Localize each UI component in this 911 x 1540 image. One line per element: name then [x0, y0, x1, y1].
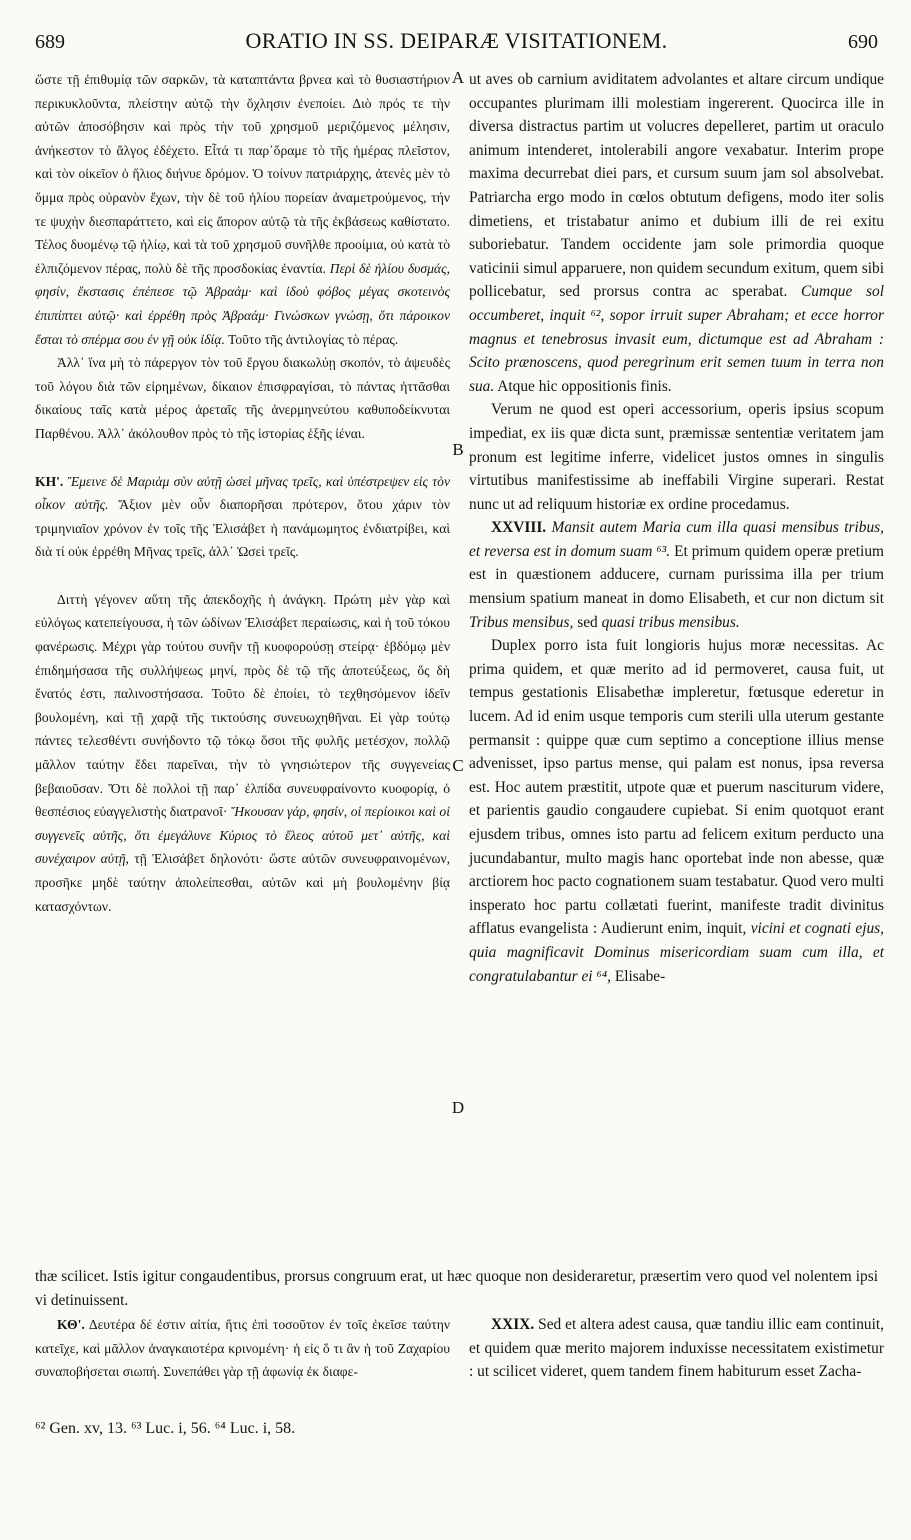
latin-paragraph-4 — [469, 634, 884, 988]
footnotes: ⁶² Gen. xv, 13. ⁶³ Luc. i, 56. ⁶⁴ Luc. i, 58. — [35, 1420, 296, 1437]
latin-text: ut aves ob carnium aviditatem advolantes et altare circum undique occupantes plurimam illi molestiam ingererent. Quocirca ille in diversa distractus partim ut volucres depelleret, partim ut oraculo animum intenderet, intolerabili angore vexabatur. Interim prope maxima decurrebat diei pars, et cursum suum jam sol absolvebat. Patriarcha ergo modo in cœlos obtutum defigens, modo iter solis dimetiens, et tristabatur animo et dubium illi de rei exitu suboriebatur. Tandem occidente jam sole primordia quoque vaticinii simul apparuere, non quidem secundum exitum, quem sibi pollicebatur, sed prorsus contra ac sperabat. — [469, 71, 884, 301]
greek-column — [35, 68, 450, 918]
latin-column — [469, 68, 884, 988]
page-number-left: 689 — [35, 31, 65, 53]
margin-marker-c: C — [452, 756, 464, 775]
latin-text: Elisabe- — [614, 967, 666, 985]
greek-quote: Ἤκουσαν γάρ, φησίν, οἱ περίοικοι καὶ οἱ συγγενεῖς αὐτῆς, ὅτι ἐμεγάλυνε Κύριος τὸ ἔλεος αὐτοῦ μετ᾿ αὐτῆς, καὶ συνέχαιρον αὐτῇ, — [35, 804, 450, 867]
latin-text: Sed et altera adest causa, quæ tandiu illic eam continuit, et quidem quæ merito majorem induxisse necessitatem existimetur : ut scilicet videret, quem tandem finem habiturum esset Zacha- — [469, 1316, 884, 1381]
section-number: ΚΘ'. — [57, 1317, 85, 1332]
latin-emphasis: Tribus mensibus, — [469, 613, 574, 631]
greek-text: Δευτέρα δέ ἐστιν αἰτία, ἥτις ἐπὶ τοσοῦτον ἐν τοῖς ἐκεῖσε ταύτην κατεῖχε, καὶ μᾶλλον ἀναγκαιοτέρα κρινομένη· ἡ εἰς ὅ τι ἂν ἡ τοῦ Ζαχαρίου συναποβήσεται σιωπή. Συνεπάθει γὰρ τῇ ἀφωνίᾳ ἐκ διαφε- — [35, 1317, 450, 1380]
greek-text: Διττὴ γέγονεν αὕτη τῆς ἀπεκδοχῆς ἡ ἀνάγκη. Πρώτη μὲν γὰρ καὶ εὐλόγως κατεπείγουσα, ἡ τῶν ὠδίνων Ἐλισάβετ περαίωσις, καὶ ἡ τοῦ τόκου φανέρωσις. Μέχρι γὰρ τούτου συνῆν τῇ κυοφορούσῃ στείρᾳ· ἑβδόμῳ μὲν ἐπιδημήσασα τῆς συλλήψεως μηνί, πρὸς δὲ τῷ τῆς ἀποτεύξεως, ὅς δὴ ἔνατός ἐστι, παλινοστήσασα. Τοῦτο δὲ ἐποίει, τὸ τεχθησόμενον ἰδεῖν βουλομένη, καὶ τῇ χαρᾷ τῆς τικτούσης συνευωχηθῆναι. Εἰ γὰρ τούτῳ πάντες τελεσθέντι συνήδοντο τῷ τόκῳ ὅσοι τῆς φυλῆς μετέσχον, πολλῷ μᾶλλον ταύτην ἔδει παρεῖναι, τὴν τὸ γνησιώτερον τῆς συγγενείας βεβαιοῦσαν. Ὅτι δὲ πολλοὶ τῇ παρ᾿ ἐλπίδα συνευφραίνοντο κυοφορίᾳ, ὁ θεσπέσιος εὐαγγελιστὴς διατρανοῖ· — [35, 591, 450, 820]
greek-section-28 — [35, 470, 450, 564]
section-number: XXIX. — [491, 1316, 535, 1333]
latin-section-28 — [469, 516, 884, 634]
greek-text: Τοῦτο τῆς ἀντιλογίας τὸ πέρας. — [228, 331, 399, 347]
margin-marker-d: D — [451, 1098, 465, 1117]
greek-text: τῇ Ἐλισάβετ δηλονότι· ὥστε αὐτῶν συνευφραινομένων, προσῆκε μηδὲ ταύτην ἀπολείπεσθαι, αὐτῶν καὶ μὴ βουλομένην βίᾳ κατασχόντων. — [35, 851, 450, 914]
running-title: ORATIO IN SS. DEIPARÆ VISITATIONEM. — [245, 28, 668, 53]
greek-paragraph-4 — [35, 588, 450, 918]
greek-section-29 — [35, 1313, 450, 1384]
scripture-lemma: Ἔμεινε δὲ Μαριὰμ σὺν αὐτῇ ὡσεὶ μῆνας τρεῖς, καὶ ὑπέστρεψεν εἰς τὸν οἶκον αὐτῆς. — [35, 473, 450, 513]
scripture-lemma: Mansit autem Maria cum illa quasi mensibus tribus, et reversa est in domum suam ⁶³. — [469, 519, 884, 560]
latin-emphasis: quasi tribus mensibus. — [601, 613, 740, 631]
latin-quote: vicini et cognati ejus, quia magnificavit Dominus misericordiam suam cum illa, et congratulabantur ei ⁶⁴, — [469, 920, 884, 985]
page-number-right: 690 — [848, 31, 878, 53]
running-header — [35, 28, 878, 58]
latin-text: Audierunt — [600, 920, 664, 938]
greek-paragraph-1 — [35, 68, 450, 351]
latin-paragraph-1 — [469, 68, 884, 398]
latin-paragraph-2: Verum ne quod est operi accessorium, operis ipsius scopum impediat, ex iis quæ dicta sunt, præmissæ sententiæ veritatem jam pronum est legitime inferre, videlicet justos omnes in singulis virtutibus manifestissime ab ineffabili Virgine superari. Restat nunc ut ad reliquum historiæ ex ordine procedamus. — [469, 401, 884, 513]
greek-text: Ἄξιον μὲν οὖν διαπορῆσαι πρότερον, ὅτου χάριν τὸν τριμηνιαῖον χρόνον ἐν τοῖς τῆς Ἐλισάβετ ἡ πανάμωμητος ἐνδιατρίβει, καὶ διὰ τί οὐκ ἐρρέθη Μῆνας τρεῖς, ἀλλ᾿ Ὡσεὶ τρεῖς. — [35, 497, 450, 560]
latin-section-29 — [469, 1313, 884, 1384]
spacer — [35, 446, 450, 470]
greek-paragraph-5 — [35, 1313, 450, 1384]
greek-text: ὥστε τῇ ἐπιθυμίᾳ τῶν σαρκῶν, τὰ καταπτάντα βρνεα καὶ τὸ θυσιαστήριον περικυκλοῦντα, πλείστην αὐτῷ τὴν ὄχλησιν ἐνεποίει. Διὸ πρός τε τὴν αὐτῶν ἀποσόβησιν καὶ πρὸς τὴν τοῦ χρησμοῦ μεριζόμενος μέλησιν, ἀνήκεστον τὸ ἄλγος ἐδέχετο. Εἶτά τι παρ᾿ὄραμε τὸ τῆς ἡμέρας πλεῖστον, καὶ τὸν οἰκεῖον ὁ ἥλιος διήνυε δρόμον. Ὁ τοίνυν πατριάρχης, ἀτενὲς μὲν τὸ ὄμμα πρὸς οὐρανὸν ἔχων, τὴν δὲ τοῦ ἡλίου πορείαν ἀναμετρούμενος, τήν τε ψυχὴν διεσπαράττετο, καὶ εἰς ἄπορον αὐτῷ τὰ τῆς ἐκβάσεως καθίστατο. Τέλος δυομένῳ τῷ ἡλίῳ, καὶ τὰ τοῦ χρησμοῦ συνῆλθε προοίμια, οὐ κατὰ τὸ ἐλπιζόμενον πέρας, πολὺ δὲ τῆς προσδοκίας ἐναντία. — [35, 72, 450, 276]
latin-text: Et primum quidem operæ pretium est in quæstionem adducere, curnam purissima illa per trium mensium spatium maneat in domo Elisabeth, et cur non dictum sit — [469, 542, 885, 608]
latin-quote: Cumque sol occumberet, inquit ⁶², sopor irruit super Abraham; et ecce horror magnus et tenebrosus invasit eum, dictumque est ad Abraham : Scito prænoscens, quod peregrinum erit semen tuum in terra non sua. — [469, 283, 884, 395]
latin-text: sed — [577, 613, 598, 631]
section-number: ΚΗ'. — [35, 473, 64, 489]
latin-paragraph-5 — [469, 1313, 884, 1384]
latin-text: Duplex porro ista fuit longioris hujus moræ necessitas. Ac prima quidem, et quæ merito ad id permoveret, causa fuit, ut tempus gestationis Elisabethæ impleretur, fœtusque ederetur in lucem. Ad id enim usque temporis cum sterili ulla uterum gestante permansit : quippe quæ cum septimo a conceptione illius mense advenisset, ipso partus mense, qui palam est nonus, ipsa reversa est. Hoc autem præstitit, utpote quæ et puerum nasciturum videre, et parientis gaudio congaudere cupiebat. Si enim quotquot erant ejusdem tribus, omnes isto partu ad felicem exitum perducto una jucundabantur, multo magis hanc oportebat inde non abesse, quæ arctiorem hoc pacto cognationem suam testabatur. Quod vero multi insperato hoc partu collætati fuerint, manifeste tradit divinitus afflatus evangelista : — [469, 637, 884, 938]
greek-quote: Περὶ δὲ ἡλίου δυσμάς, φησίν, ἔκστασις ἐπέπεσε τῷ Ἀβραάμ· καὶ ἰδοὺ φόβος μέγας σκοτεινὸς ἐπιπίπτει αὐτῷ· καὶ ἐρρέθη πρὸς Ἀβραάμ· Γινώσκων γνώσῃ, ὅτι πάροικον ἔσται τὸ σπέρμα σου ἐν γῇ οὐκ ἰδίᾳ. — [35, 260, 450, 347]
section-number: XXVIII. — [491, 519, 547, 537]
latin-text: Atque hic oppositionis finis. — [497, 377, 672, 395]
greek-paragraph-2: Ἀλλ᾿ ἵνα μὴ τὸ πάρεργον τὸν τοῦ ἔργου διακωλύῃ σκοπόν, τὸ ἀψευδὲς τοῦ λόγου διὰ τῶν εἰρημένων, δίκαιον ἐπισφραγίσαι, τὸ πάντας ἡττᾶσθαι δικαίους ταῖς κατὰ μέρος ἀρεταῖς τῆς ἀνερμηνεύτου καθυποδείκνυται Παρθένου. Ἀλλ᾿ ἀκόλουθον πρὸς τὸ τῆς ἱστορίας ἑξῆς ἰέναι. — [35, 355, 450, 441]
latin-text: enim, inquit, — [667, 920, 747, 938]
spacer — [35, 564, 450, 588]
full-width-line: thæ scilicet. Istis igitur congaudentibus, prorsus congruum erat, ut hæc quoque non desideraretur, præsertim vero quod vel nolentem ipsi vi detinuissent. — [35, 1268, 878, 1309]
margin-marker-a: A — [451, 68, 465, 87]
margin-marker-b: B — [452, 440, 464, 459]
